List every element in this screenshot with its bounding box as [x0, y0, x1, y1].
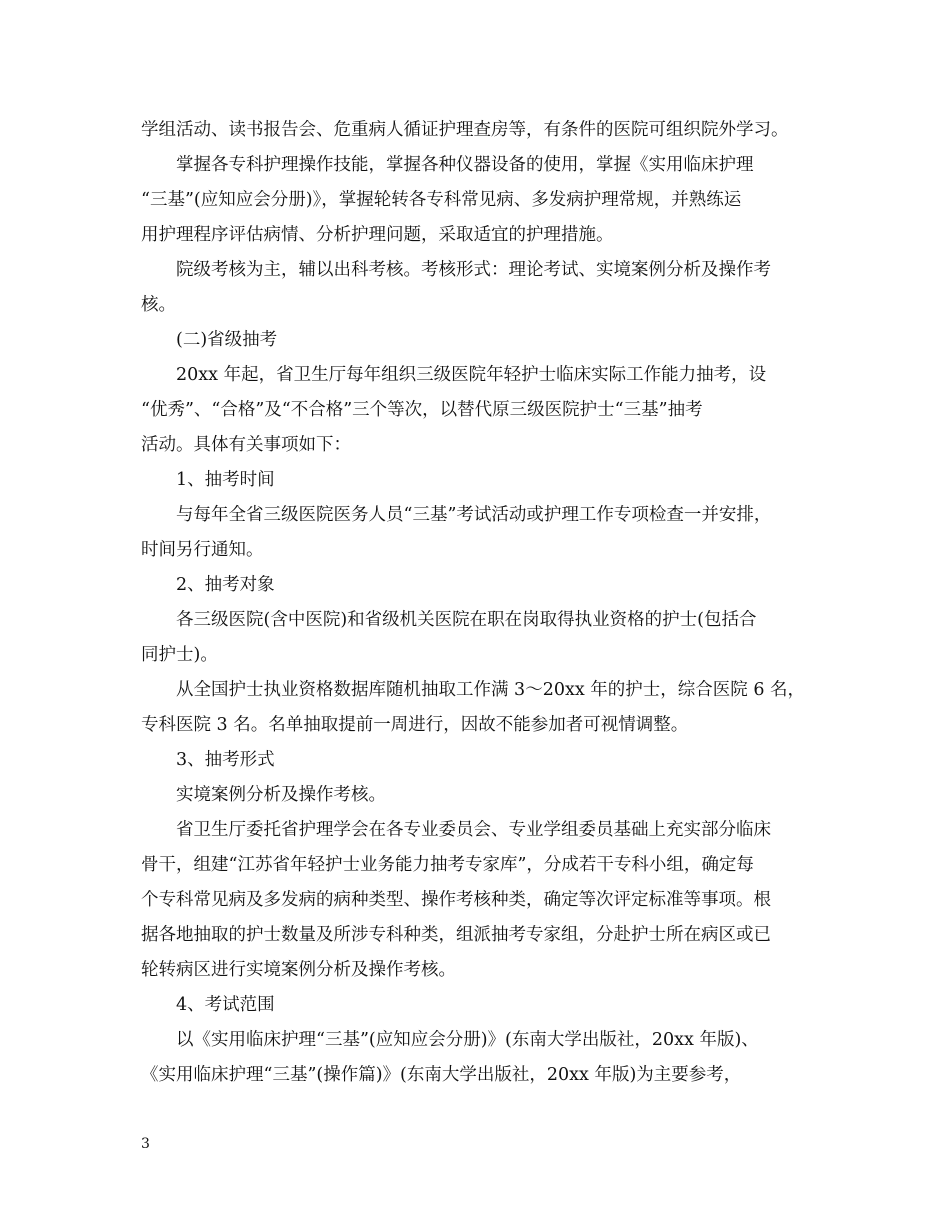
text-line: 核。 [141, 295, 176, 315]
text-line: 1、抽考时间 [176, 470, 275, 490]
text-line: 4、考试范围 [176, 995, 275, 1015]
text-line: “三基”(应知应会分册)》，掌握轮转各专科常见病、多发病护理常规，并熟练运 [141, 190, 742, 210]
text-line: 省卫生厅委托省护理学会在各专业委员会、专业学组委员基础上充实部分临床 [176, 820, 771, 840]
document-body [141, 113, 825, 1093]
text-line: 用护理程序评估病情、分析护理问题，采取适宜的护理措施。 [141, 225, 614, 245]
text-line: 掌握各专科护理操作技能，掌握各种仪器设备的使用，掌握《实用临床护理 [176, 155, 754, 175]
text-line: 学组活动、读书报告会、危重病人循证护理查房等，有条件的医院可组织院外学习。 [141, 120, 789, 140]
text-line: “优秀”、“合格”及“不合格”三个等次，以替代原三级医院护士“三基”抽考 [141, 400, 703, 420]
text-line: 20xx 年起，省卫生厅每年组织三级医院年轻护士临床实际工作能力抽考，设 [176, 365, 767, 385]
text-line: 2、抽考对象 [176, 575, 275, 595]
text-line: 轮转病区进行实境案例分析及操作考核。 [141, 960, 456, 980]
text-line: 专科医院 3 名。名单抽取提前一周进行，因故不能参加者可视情调整。 [141, 715, 689, 735]
text-line: 从全国护士执业资格数据库随机抽取工作满 3～20xx 年的护士，综合医院 6 名， [176, 680, 806, 700]
text-line: 各三级医院(含中医院)和省级机关医院在职在岗取得执业资格的护士(包括合 [176, 610, 757, 630]
text-line: 同护士)。 [141, 645, 218, 665]
text-line: 以《实用临床护理“三基”(应知应会分册)》(东南大学出版社，20xx 年版)、 [176, 1030, 759, 1050]
text-line: 骨干，组建“江苏省年轻护士业务能力抽考专家库”，分成若干专科小组，确定每 [141, 855, 754, 875]
text-line: 3、抽考形式 [176, 750, 275, 770]
text-line: 《实用临床护理“三基”(操作篇)》(东南大学出版社，20xx 年版)为主要参考， [141, 1065, 742, 1085]
text-line: 个专科常见病及多发病的病种类型、操作考核种类，确定等次评定标准等事项。根 [141, 890, 771, 910]
text-line: 实境案例分析及操作考核。 [176, 785, 386, 805]
text-line: 院级考核为主，辅以出科考核。考核形式：理论考试、实境案例分析及操作考 [176, 260, 771, 280]
text-line: 与每年全省三级医院医务人员“三基”考试活动或护理工作专项检查一并安排， [176, 505, 772, 525]
text-line: 活动。具体有关事项如下： [141, 435, 351, 455]
text-line: (二)省级抽考 [176, 330, 278, 350]
text-line: 据各地抽取的护士数量及所涉专科种类，组派抽考专家组，分赴护士所在病区或已 [141, 925, 771, 945]
text-line: 时间另行通知。 [141, 540, 264, 560]
page-number: 3 [141, 1136, 150, 1152]
